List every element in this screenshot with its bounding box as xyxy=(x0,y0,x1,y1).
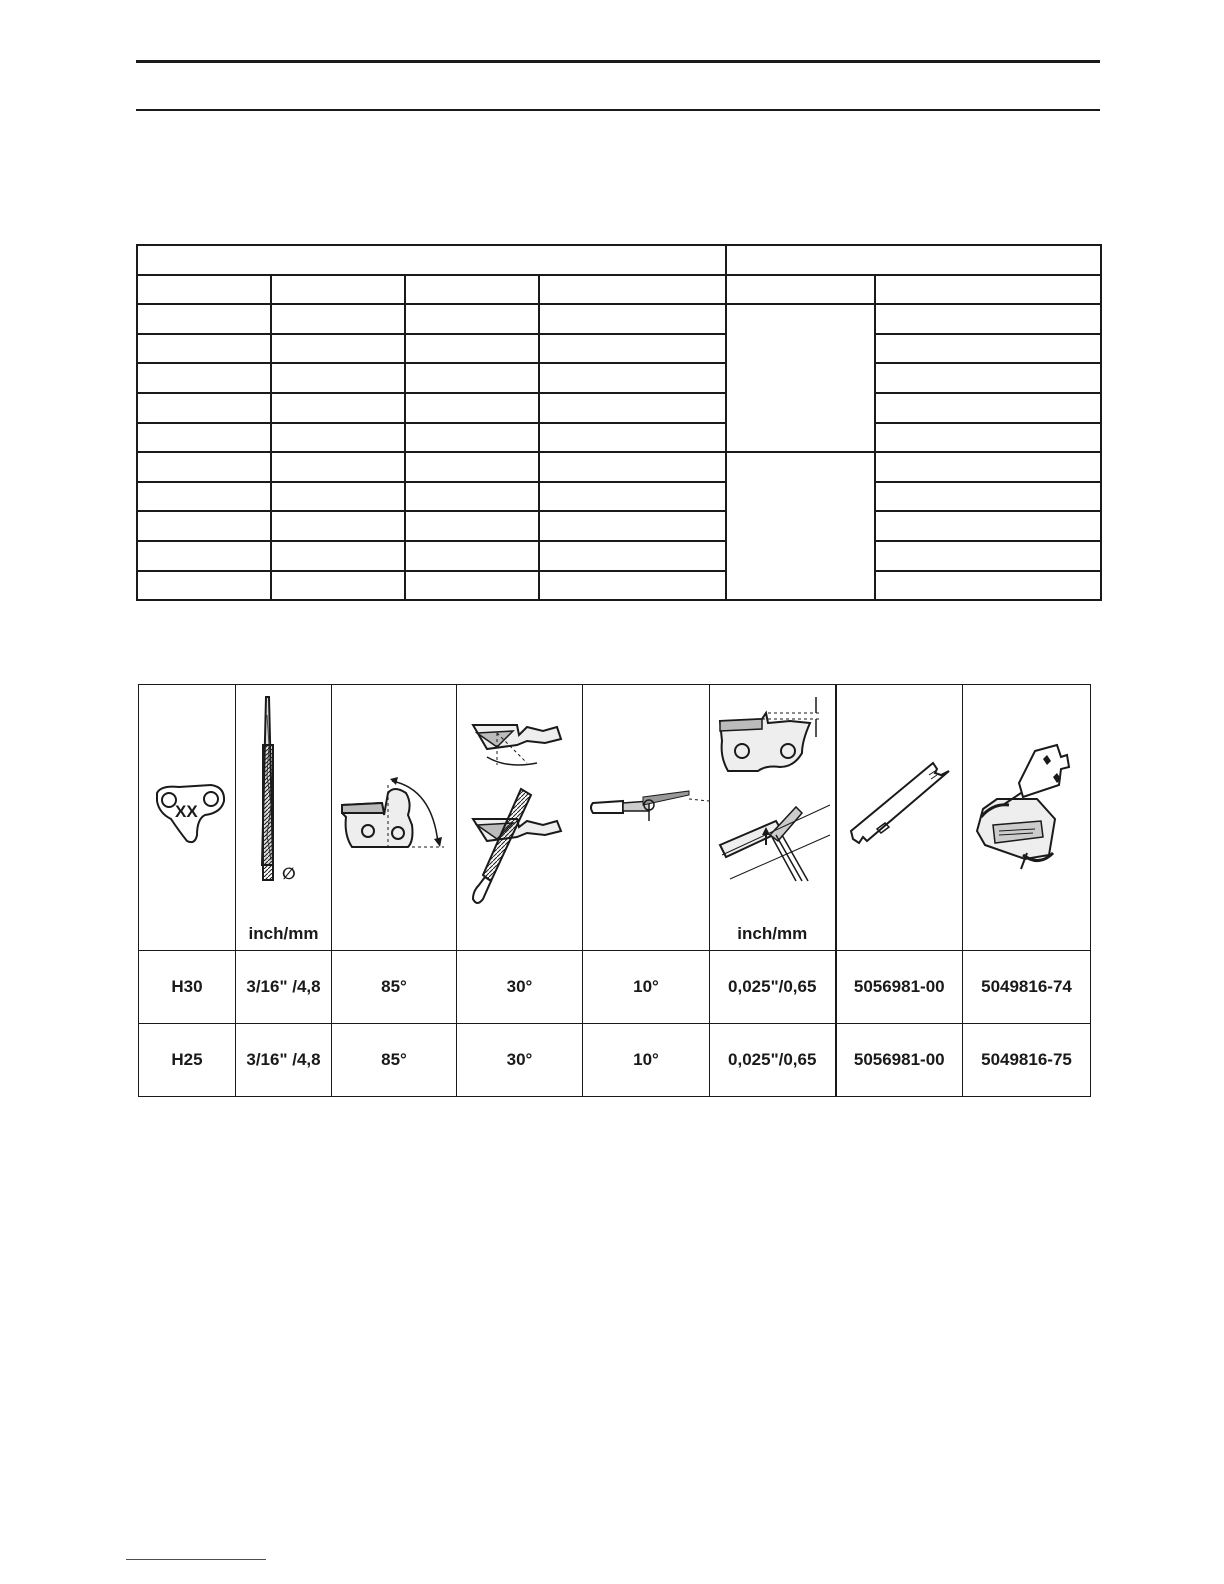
spec-cell xyxy=(875,304,1101,334)
depth-gauge-value: 0,025"/0,65 xyxy=(710,1024,836,1097)
spec-row xyxy=(137,452,1101,482)
spec-cell xyxy=(539,363,726,393)
spec-row xyxy=(137,511,1101,541)
spec-cell xyxy=(539,452,726,482)
spec-merged-cell xyxy=(726,304,875,452)
file-gauge-value: 5049816-75 xyxy=(963,1024,1091,1097)
chain-mark-text: XX xyxy=(175,802,198,821)
spec-cell xyxy=(539,423,726,453)
spec-cell xyxy=(875,482,1101,512)
depth-gauge-setting-icon xyxy=(710,685,836,925)
spec-row xyxy=(137,571,1101,601)
header-rule-bottom xyxy=(136,109,1100,111)
top-plate-angle-value: 85° xyxy=(332,1024,457,1097)
file-tilt-angle-value: 10° xyxy=(583,951,710,1024)
spec-cell xyxy=(539,482,726,512)
spec-cell xyxy=(137,541,271,571)
spec-merged-cell xyxy=(726,452,875,600)
spec-cell xyxy=(875,334,1101,364)
file-holder-angle-icon xyxy=(457,685,583,950)
file-holder-angle-cell xyxy=(457,685,583,951)
spec-cell xyxy=(137,571,271,601)
chain-marking-cell xyxy=(139,685,236,951)
depth-gauge-tool-icon xyxy=(837,685,964,950)
spec-cell xyxy=(137,482,271,512)
spec-cell xyxy=(137,511,271,541)
spec-row xyxy=(137,541,1101,571)
header-rule-top xyxy=(136,60,1100,63)
spec-cell xyxy=(271,511,405,541)
spec-header-cell xyxy=(137,245,726,275)
spec-cell xyxy=(539,511,726,541)
spec-cell xyxy=(405,393,539,423)
file-tilt-angle-value: 10° xyxy=(583,1024,710,1097)
depth-gauge-unit-label: inch/mm xyxy=(737,924,808,943)
file-gauge-value: 5049816-74 xyxy=(963,951,1091,1024)
spec-subheader-row xyxy=(137,275,1101,305)
spec-cell xyxy=(137,452,271,482)
spec-cell xyxy=(271,334,405,364)
spec-cell xyxy=(137,423,271,453)
spec-cell xyxy=(539,275,726,305)
spec-cell xyxy=(405,275,539,305)
spec-header-cell xyxy=(726,245,1101,275)
file-tilt-angle-cell xyxy=(583,685,710,951)
spec-row xyxy=(137,393,1101,423)
illustration-row xyxy=(139,685,1091,951)
spec-cell xyxy=(539,334,726,364)
spec-row xyxy=(137,423,1101,453)
spec-row xyxy=(137,482,1101,512)
round-file-icon xyxy=(236,685,332,925)
spec-cell xyxy=(271,304,405,334)
spec-cell xyxy=(875,511,1101,541)
table-row xyxy=(139,1024,1091,1097)
depth-gauge-value: 0,025"/0,65 xyxy=(710,951,836,1024)
spec-cell xyxy=(405,363,539,393)
file-diameter-value: 3/16" /4,8 xyxy=(236,951,332,1024)
spec-row xyxy=(137,363,1101,393)
spec-cell xyxy=(875,571,1101,601)
spec-header-row xyxy=(137,245,1101,275)
file-holder-angle-value: 30° xyxy=(457,951,583,1024)
depth-gauge-tool-cell xyxy=(836,685,963,951)
top-plate-angle-value: 85° xyxy=(332,951,457,1024)
spec-cell xyxy=(875,393,1101,423)
depth-gauge-tool-value: 5056981-00 xyxy=(836,951,963,1024)
spec-cell xyxy=(405,334,539,364)
file-gauge-cell xyxy=(963,685,1091,951)
depth-gauge-setting-cell xyxy=(710,685,836,951)
top-plate-angle-icon xyxy=(332,685,457,950)
spec-cell xyxy=(137,275,271,305)
marking-cell: H25 xyxy=(139,1024,236,1097)
chain-marking-icon xyxy=(139,685,236,950)
spec-row xyxy=(137,334,1101,364)
spec-cell xyxy=(137,393,271,423)
marking-cell: H30 xyxy=(139,951,236,1024)
spec-cell xyxy=(405,511,539,541)
spec-cell xyxy=(875,363,1101,393)
spec-cell xyxy=(271,571,405,601)
diameter-symbol: ∅ xyxy=(282,864,296,883)
spec-cell xyxy=(137,334,271,364)
spec-cell xyxy=(875,541,1101,571)
specification-table xyxy=(136,244,1102,601)
spec-cell xyxy=(539,304,726,334)
spec-cell xyxy=(271,423,405,453)
spec-cell xyxy=(137,304,271,334)
spec-cell xyxy=(405,452,539,482)
spec-cell xyxy=(271,452,405,482)
sharpening-table xyxy=(138,684,1091,1097)
spec-cell xyxy=(271,393,405,423)
spec-cell xyxy=(539,541,726,571)
file-diameter-value: 3/16" /4,8 xyxy=(236,1024,332,1097)
spec-cell xyxy=(726,275,875,305)
spec-cell xyxy=(271,482,405,512)
spec-cell xyxy=(137,363,271,393)
depth-gauge-tool-value: 5056981-00 xyxy=(836,1024,963,1097)
file-gauge-tool-icon xyxy=(963,685,1091,950)
spec-cell xyxy=(405,304,539,334)
top-plate-angle-cell xyxy=(332,685,457,951)
spec-cell xyxy=(271,275,405,305)
spec-cell xyxy=(539,571,726,601)
file-tilt-angle-icon xyxy=(583,685,710,950)
spec-cell xyxy=(405,571,539,601)
spec-cell xyxy=(875,452,1101,482)
file-diameter-cell xyxy=(236,685,332,951)
file-holder-angle-value: 30° xyxy=(457,1024,583,1097)
spec-cell xyxy=(271,541,405,571)
table-row xyxy=(139,951,1091,1024)
file-diameter-unit-label: inch/mm xyxy=(248,924,319,943)
spec-row xyxy=(137,304,1101,334)
spec-cell xyxy=(875,275,1101,305)
spec-cell xyxy=(405,423,539,453)
spec-cell xyxy=(271,363,405,393)
spec-cell xyxy=(539,393,726,423)
spec-cell xyxy=(875,423,1101,453)
spec-cell xyxy=(405,541,539,571)
footer-link-underline xyxy=(126,1559,266,1560)
spec-cell xyxy=(405,482,539,512)
